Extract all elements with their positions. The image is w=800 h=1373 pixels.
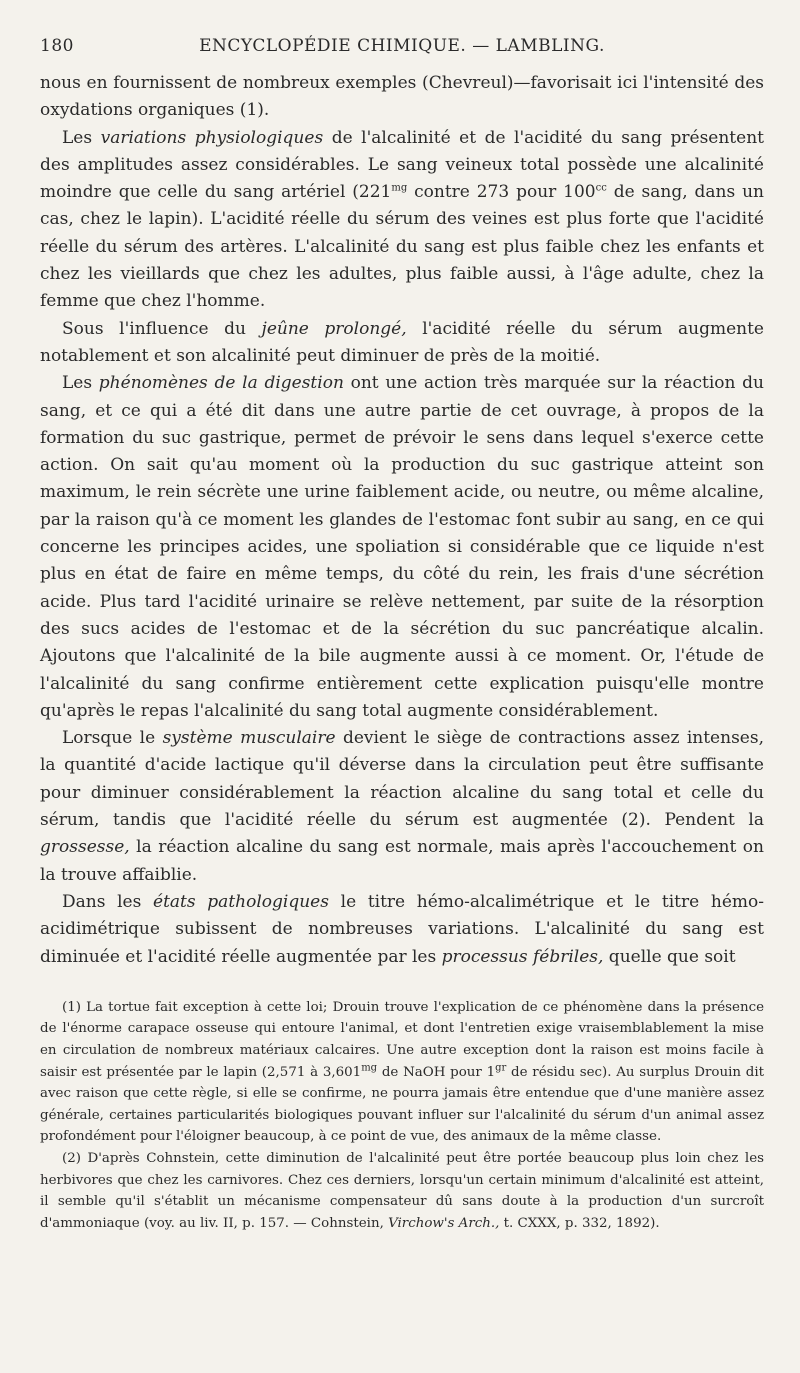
italic-term: états pathologiques — [153, 891, 329, 912]
italic-term: variations physiologiques — [100, 127, 324, 148]
text-run: ont une action très marquée sur la réaction du sang, et ce qui a été dit dans une autre partie de cet ouvrage, à propos de la formation du suc gastrique, permet de prévoir le sens dans lequel s'exerce cette action. On sait qu'au moment où la production du suc gastrique atteint son maximum, le rein sécrète une urine faiblement acide, ou neutre, ou même alcaline, par la raison qu'à ce moment les glandes de l'estomac font subir au sang, en ce qui concerne les principes acides, une spoliation si considérable que ce liquide n'est plus en état de faire en même temps, du côté du rein, les frais d'une sécrétion acide. Plus tard l'acidité urinaire se relève nettement, par suite de la résorption des sucs acides de l'estomac et de la sécrétion du suc pancréatique alcalin. Ajoutons que l'alcalinité de la bile augmente aussi à ce moment. Or, l'étude de l'alcalinité du sang confirme entièrement cette explication puisqu'elle montre qu'après le repas l'alcalinité du sang total augmente considérablement. — [40, 373, 764, 721]
footnotes — [40, 997, 764, 1235]
paragraph-4 — [40, 370, 764, 725]
italic-term: grossesse, — [40, 837, 130, 858]
text-run: la réaction alcaline du sang est normale, mais après l'accouchement on la trouve affaiblie. — [40, 837, 764, 885]
unit-superscript: mg — [391, 182, 408, 194]
text-run: de NaOH pour 1 — [377, 1064, 496, 1080]
text-run: Les — [62, 127, 101, 148]
paragraph-3 — [40, 316, 764, 371]
paragraph-5 — [40, 725, 764, 889]
italic-term: système musculaire — [162, 728, 336, 749]
text-run: Lorsque le — [62, 728, 163, 749]
text-run: devient le siège de contractions assez intenses, la quantité d'acide lactique qu'il déverse dans la circulation peut être suffisante pour diminuer considérablement la réaction alcaline du sang total et celle du sérum, tandis que l'acidité réelle du sérum est augmentée (2). Pendent la — [40, 728, 764, 831]
text-run: de sang, dans un cas, chez le lapin). L'acidité réelle du sérum des veines est plus forte que l'acidité réelle du sérum des artères. L'alcalinité du sang est plus faible chez les enfants et chez les vieillards que chez les adultes, plus faible aussi, à l'âge adulte, chez la femme que chez l'homme. — [40, 182, 764, 312]
text-run: quelle que soit — [603, 946, 736, 967]
text-run: le titre hémo-alcalimétrique et le titre hémo-acidimétrique subissent de nombreuses variations. L'alcalinité du sang est diminuée et l'acidité réelle augmentée par les — [40, 891, 764, 967]
text-run: (2) D'après Cohnstein, cette diminution de l'alcalinité peut être portée beaucoup plus loin chez les herbivores que chez les carnivores. Chez ces derniers, lorsqu'un certain minimum d'alcalinité est atteint, il semble qu'il s'établit un mécanisme compensateur dû sans doute à la production d'un surcroît d'ammoniaque (voy. au liv. II, p. 157. — Cohnstein, — [40, 1150, 764, 1231]
text-run: l'acidité réelle du sérum augmente notablement et son alcalinité peut diminuer de près de la moitié. — [40, 318, 764, 366]
italic-term: jeûne prolongé, — [261, 318, 407, 339]
text-run: (1) La tortue fait exception à cette loi; Drouin trouve l'explication de ce phénomène dans la présence de l'énorme carapace osseuse qui entoure l'animal, et dont l'entretien exige vraisemblablement la mise en circulation de nombreux matériaux calcaires. Une autre exception dont la raison est moins facile à saisir est présentée par le lapin (2,571 à 3,601 — [40, 999, 764, 1080]
paragraph-2 — [40, 125, 764, 316]
italic-term: processus fébriles, — [441, 946, 604, 967]
page-header — [40, 28, 764, 60]
text-run: Dans les — [62, 891, 154, 912]
paragraph-6 — [40, 889, 764, 971]
unit-superscript: gr — [495, 1062, 507, 1074]
italic-citation: Virchow's Arch., — [388, 1215, 500, 1231]
paragraph-1: nous en fournissent de nombreux exemples (Chevreul)—favorisait ici l'intensité des oxydations organiques (1). — [40, 73, 764, 121]
footnote-2 — [40, 1148, 764, 1234]
body-text — [40, 70, 764, 971]
text-run: t. CXXX, p. 332, 1892). — [499, 1215, 660, 1231]
running-title: ENCYCLOPÉDIE CHIMIQUE. — LAMBLING. — [199, 36, 605, 56]
unit-superscript: mg — [361, 1062, 378, 1074]
footnote-1 — [40, 997, 764, 1148]
unit-superscript: cc — [595, 182, 607, 194]
text-run: de résidu sec). Au surplus Drouin dit avec raison que cette règle, si elle se confirme, ne pourra jamais être entendue que d'une manière assez générale, certaines particularités biologiques pouvant influer sur l'alcalinité du sérum d'un animal assez profondément pour l'éloigner beaucoup, à ce point de vue, des animaux de la même classe. — [40, 1064, 764, 1145]
text-run: de l'alcalinité et de l'acidité du sang présentent des amplitudes assez considérables. Le sang veineux total possède une alcalinité moindre que celle du sang artériel (221 — [40, 127, 764, 203]
text-run: Sous l'influence du — [62, 318, 262, 339]
text-run: Les — [62, 373, 99, 394]
italic-term: phénomènes de la digestion — [98, 373, 344, 394]
text-run: contre 273 pour 100 — [407, 182, 596, 203]
page-number: 180 — [40, 36, 74, 56]
